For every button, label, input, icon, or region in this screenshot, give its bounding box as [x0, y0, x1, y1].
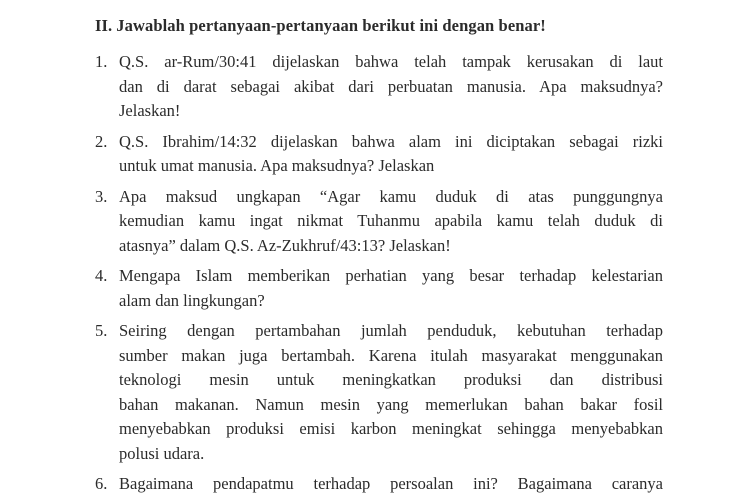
question-number: 5. [95, 321, 108, 340]
question-number: 6. [95, 474, 108, 493]
question-text-line: alam dan lingkungan? [119, 290, 265, 310]
question-number: 1. [95, 52, 108, 71]
question-text-line: Seiring dengan pertambahan jumlah penduduk, kebutuhan terhadap [119, 321, 663, 340]
section-title: Jawablah pertanyaan-pertanyaan berikut ini dengan benar! [116, 16, 546, 35]
question-text-line: dan di darat sebagai akibat dari perbuatan manusia. Apa maksudnya? [119, 76, 663, 96]
question-item-3 [95, 185, 663, 259]
question-text-line: atasnya” dalam Q.S. Az-Zukhruf/43:13? Jelaskan! [119, 235, 451, 255]
question-item-1 [95, 50, 663, 124]
question-number: 3. [95, 186, 108, 206]
question-text-line: kemudian kamu ingat nikmat Tuhanmu apabila kamu telah duduk di [119, 211, 663, 230]
question-text-line: Jelaskan! [119, 101, 181, 120]
question-text-line: Apa maksud ungkapan “Agar kamu duduk di atas punggungnya [119, 186, 663, 206]
section-heading [95, 16, 546, 36]
question-text-line: menyebabkan produksi emisi karbon meningkat sehingga menyebabkan [119, 419, 663, 438]
question-text-line: bahan makanan. Namun mesin yang memerlukan bahan bakar fosil [119, 394, 663, 414]
question-list [95, 50, 663, 500]
question-text-line: untuk umat manusia. Apa maksudnya? Jelaskan [119, 156, 435, 175]
question-item-5 [95, 319, 663, 466]
question-text-line: sumber makan juga bertambah. Karena itulah masyarakat menggunakan [119, 345, 663, 365]
section-number: II. [95, 16, 113, 35]
question-item-6 [95, 472, 663, 497]
question-number: 2. [95, 131, 108, 151]
question-text-line: teknologi mesin untuk meningkatkan produksi dan distribusi [119, 370, 663, 389]
question-text-line: Bagaimana pendapatmu terhadap persoalan ini? Bagaimana caranya [119, 474, 663, 493]
question-text-line: Q.S. ar-Rum/30:41 dijelaskan bahwa telah tampak kerusakan di laut [119, 52, 663, 71]
question-item-2 [95, 130, 663, 179]
question-text-line: Mengapa Islam memberikan perhatian yang besar terhadap kelestarian [119, 266, 663, 285]
question-number: 4. [95, 266, 108, 285]
question-text-line: polusi udara. [119, 443, 205, 463]
question-text-line: Q.S. Ibrahim/14:32 dijelaskan bahwa alam ini diciptakan sebagai rizki [119, 131, 663, 151]
question-item-4 [95, 264, 663, 313]
